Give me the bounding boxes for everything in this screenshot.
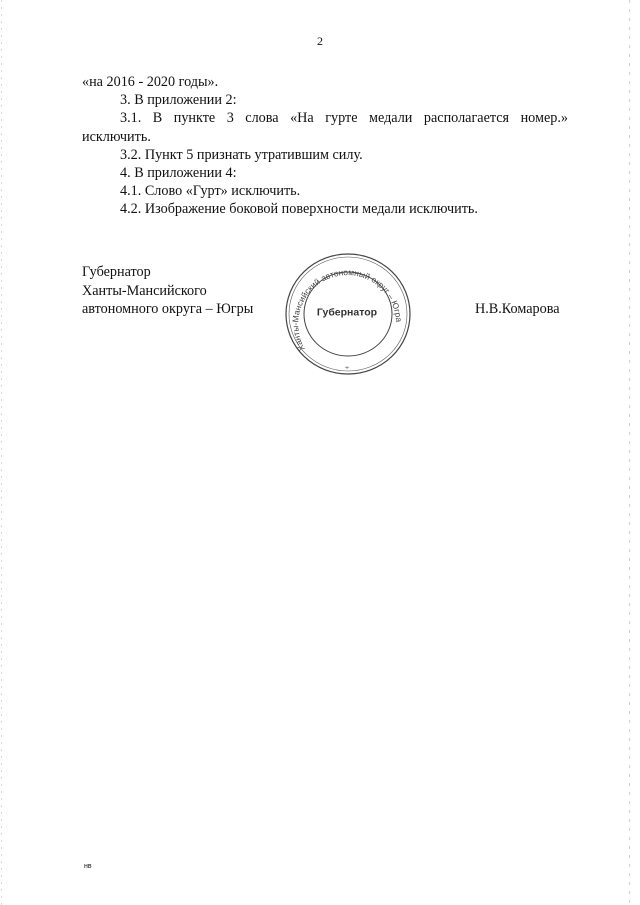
paragraph-3-continuation: исключить. <box>82 128 151 145</box>
paragraph-1: «на 2016 - 2020 годы». <box>82 74 219 90</box>
document-body <box>82 73 568 219</box>
paragraph-5: 4. В приложении 4: <box>120 165 237 182</box>
signature-line-3: автономного округа – Югры <box>82 301 254 318</box>
paragraph-3: 3.1. В пункте 3 слова «На гурте медали располагается номер.» <box>120 110 568 127</box>
seal-mark-icon <box>345 366 349 369</box>
seal-center-text: Губернатор <box>316 306 378 319</box>
paragraph-7: 4.2. Изображение боковой поверхности медали исключить. <box>120 201 478 218</box>
paragraph-2: 3. В приложении 2: <box>120 92 237 109</box>
scan-edge-left <box>1 0 2 905</box>
signature-line-1: Губернатор <box>82 264 151 280</box>
signature-line-2: Ханты-Мансийского <box>82 282 207 299</box>
page-number: 2 <box>317 34 323 48</box>
official-seal-stamp <box>283 251 413 377</box>
paragraph-4: 3.2. Пункт 5 признать утратившим силу. <box>120 146 363 163</box>
scan-edge-right <box>629 0 630 905</box>
paragraph-6: 4.1. Слово «Гурт» исключить. <box>120 183 301 200</box>
seal-ring-text: Ханты-Мансийский автономный округ – Югра <box>290 267 405 353</box>
footer-code: нв <box>84 863 92 870</box>
signature-title-block <box>82 263 253 319</box>
signer-name: Н.В.Комарова <box>475 301 560 317</box>
